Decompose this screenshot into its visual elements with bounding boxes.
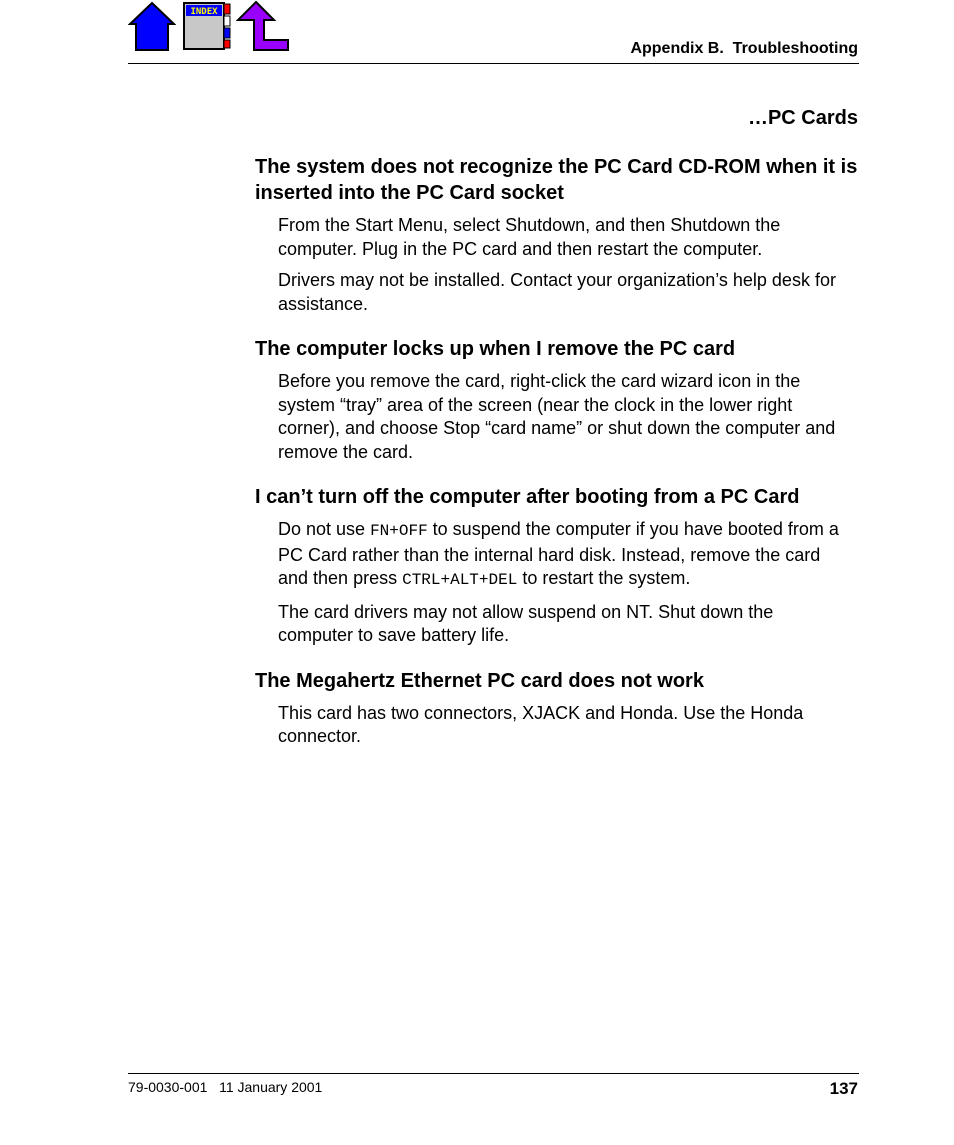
content [255,154,860,769]
paragraph: Before you remove the card, right-click the card wizard icon in the system “tray” area of the screen (near the clock in the lower right corner), and choose Stop “card name” or shut down the computer and remove the card. [278,371,836,462]
paragraph: Drivers may not be installed. Contact your organization’s help desk for assistance. [278,270,836,314]
home-button[interactable] [128,0,176,57]
section-title: …PC Cards [747,107,858,129]
running-head: Appendix B. Troubleshooting [630,40,858,57]
topic-block [255,154,860,316]
up-arrow-icon [236,0,292,54]
key-combo: CTRL+ALT+DEL [402,571,518,589]
page-number: 137 [829,1079,858,1098]
topic-heading: The computer locks up when I remove the PC card [255,338,736,360]
header-rule [128,63,859,64]
topic-block [255,668,860,749]
topic-block [255,484,860,648]
doc-number: 79-0030-001 [128,1079,208,1095]
text-run: to restart the system. [517,568,691,588]
index-icon [182,0,234,52]
text-run: Do not use [278,519,371,539]
footer-rule [128,1073,859,1074]
index-button[interactable] [182,0,234,57]
topic-heading: The Megahertz Ethernet PC card does not work [255,669,704,692]
topic-heading: I can’t turn off the computer after booting from a PC Card [255,486,800,508]
index-label: INDEX [190,7,218,17]
paragraph: This card has two connectors, XJACK and Honda. Use the Honda connector. [278,702,804,746]
topic-heading: The system does not recognize the PC Card CD-ROM when it is inserted into the PC Card socket [255,156,858,204]
footer-doc-info [128,1079,322,1095]
nav-bar [128,0,298,56]
text-run: to suspend the computer if you have booted from a PC Card rather than the internal hard disk. Instead, remove the card and then press [278,519,839,588]
doc-date: 11 January 2001 [219,1079,323,1095]
paragraph: The card drivers may not allow suspend on NT. Shut down the computer to save battery life. [278,601,774,645]
topic-block [255,336,860,464]
paragraph: From the Start Menu, select Shutdown, and then Shutdown the computer. Plug in the PC card and then restart the computer. [278,215,781,259]
paragraph [278,518,843,593]
up-button[interactable] [236,0,292,59]
key-combo: FN+OFF [370,522,428,540]
home-icon [128,0,176,52]
